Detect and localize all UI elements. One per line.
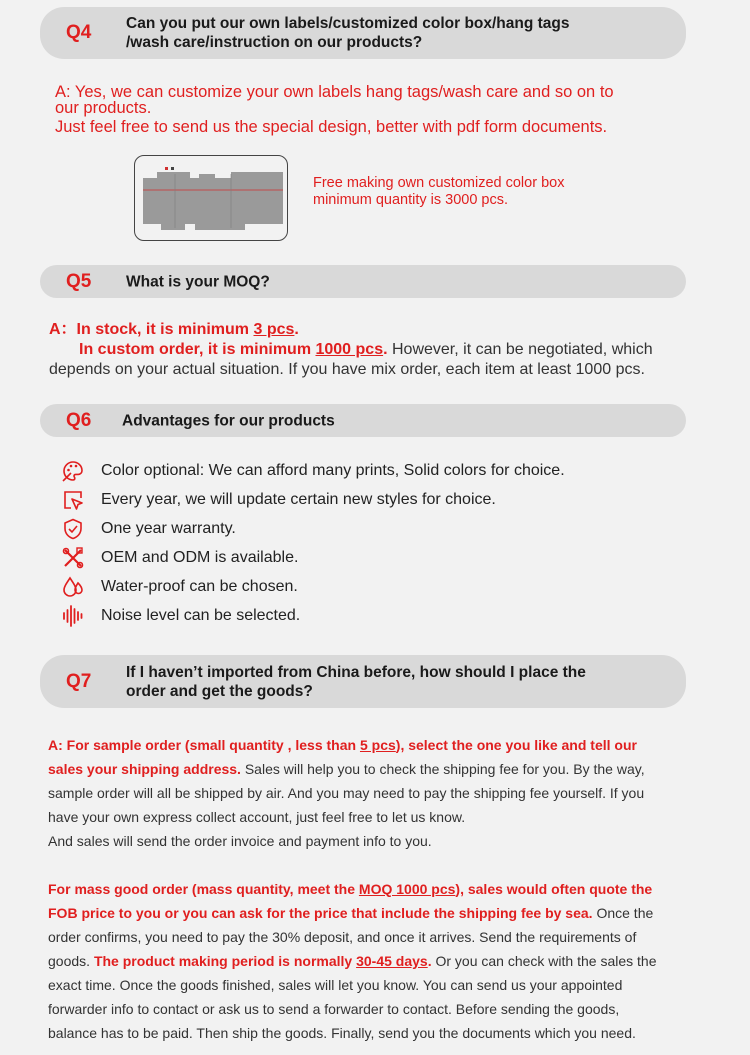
color-box-note-line1: Free making own customized color box: [313, 175, 565, 191]
feature-text: OEM and ODM is available.: [101, 549, 299, 566]
q7-p2-line5: exact time. Once the goods finished, sales will let you know. You can send us your appointed: [48, 977, 623, 993]
q4-question: [126, 14, 570, 52]
q7-p1-line1: [48, 733, 698, 757]
feature-text: One year warranty.: [101, 520, 236, 537]
palette-icon: [60, 458, 86, 484]
q7-p2-moq: MOQ 1000 pcs: [358, 881, 456, 897]
q5-answer: [49, 320, 739, 380]
q7-p2-line2: [48, 901, 698, 925]
q4-answer-line2: our products.: [55, 99, 152, 117]
q4-answer: [55, 83, 715, 137]
feature-item: [60, 545, 298, 571]
q4-question-line1: Can you put our own labels/customized color box/hang tags: [126, 15, 570, 32]
color-box-note: [313, 175, 564, 209]
feature-text: Every year, we will update certain new styles for choice.: [101, 491, 496, 508]
q5-stock-dot: .: [294, 321, 299, 338]
q5-number: Q5: [66, 270, 92, 292]
q7-question-line2: order and get the goods?: [126, 682, 313, 700]
q7-p2-red-text-2: ), sales would often quote the: [455, 881, 653, 897]
q7-p1-red-text-2: ), select the one you like and tell our: [395, 737, 637, 753]
q7-p1-rest: Sales will help you to check the shipping fee for you. By the way,: [240, 761, 645, 777]
q5-custom-dot: .: [383, 341, 388, 358]
color-box-note-line2: minimum quantity is 3000 pcs.: [313, 192, 509, 208]
q5-answer-line1: [49, 320, 739, 340]
q7-p2-rest: Once the: [592, 905, 654, 921]
q7-sample-order-paragraph: [48, 733, 698, 853]
feature-text: Color optional: We can afford many prints, Solid colors for choice.: [101, 462, 565, 479]
q5-question: What is your MOQ?: [126, 273, 270, 290]
q7-mass-order-paragraph: [48, 877, 698, 1045]
cursor-click-icon: [60, 487, 86, 513]
q6-question: Advantages for our products: [122, 412, 335, 429]
q7-p2-goods: goods.: [48, 953, 94, 969]
q7-p1-line5: And sales will send the order invoice and payment info to you.: [48, 833, 432, 849]
q5-stock-label: A：In stock, it is minimum: [49, 321, 254, 338]
q4-header: [40, 7, 686, 59]
q7-p1-sample-qty: 5 pcs: [359, 737, 396, 753]
feature-text: Noise level can be selected.: [101, 607, 301, 624]
q7-p2-period-label: The product making period is normally: [93, 953, 357, 969]
q7-question: [126, 663, 586, 701]
shield-check-icon: [60, 516, 86, 542]
q6-header: [40, 404, 686, 437]
feature-item: [60, 487, 496, 513]
q7-p2-line6: forwarder info to contact or ask us to send a forwarder to contact. Before sending the goods,: [48, 1001, 620, 1017]
q4-question-line2: /wash care/instruction on our products?: [126, 34, 423, 51]
q5-custom-qty: 1000 pcs: [315, 341, 384, 358]
q7-p1-red-text: A: For sample order (small quantity , less than: [48, 737, 360, 753]
feature-item: [60, 574, 298, 600]
q5-answer-line2: [49, 340, 739, 360]
q7-p1-line4: have your own express collect account, just feel free to let us know.: [48, 809, 466, 825]
q7-header: [40, 655, 686, 708]
q7-p2-period-days: 30-45 days: [356, 953, 428, 969]
q7-p2-line1: [48, 877, 698, 901]
q7-number: Q7: [66, 670, 92, 692]
q6-number: Q6: [66, 409, 92, 431]
feature-item: [60, 603, 300, 629]
feature-item: [60, 458, 565, 484]
q4-answer-line3: Just feel free to send us the special design, better with pdf form documents.: [55, 118, 608, 136]
q7-p2-red-text-3: FOB price to you or you can ask for the price that include the shipping fee by sea.: [48, 905, 593, 921]
q5-header: [40, 265, 686, 298]
q4-answer-line1: A: Yes, we can customize your own labels hang tags/wash care and so on to: [55, 83, 614, 101]
dieline-icon: [135, 156, 287, 240]
q7-p2-line4-rest: Or you can check with the sales the: [431, 953, 657, 969]
feature-item: [60, 516, 236, 542]
q4-number: Q4: [66, 22, 92, 43]
q5-answer-line3: depends on your actual situation. If you have mix order, each item at least 1000 pcs.: [49, 361, 645, 378]
q7-question-line1: If I haven’t imported from China before, how should I place the: [126, 663, 586, 681]
q7-p2-line4: [48, 949, 698, 973]
q7-p2-red-text: For mass good order (mass quantity, meet the: [48, 881, 359, 897]
feature-text: Water-proof can be chosen.: [101, 578, 298, 595]
q7-p1-red-text-3: sales your shipping address.: [48, 761, 241, 777]
color-box-image: [134, 155, 288, 241]
q5-custom-label: In custom order, it is minimum: [79, 341, 316, 358]
q5-custom-rest: However, it can be negotiated, which: [387, 341, 653, 358]
q7-p1-line2: [48, 757, 698, 781]
sound-wave-icon: [60, 603, 86, 629]
q7-p2-line3: order confirms, you need to pay the 30% deposit, and once it arrives. Send the requirements of: [48, 929, 637, 945]
q7-p2-line7: balance has to be paid. Then ship the goods. Finally, send you the documents which you need.: [48, 1025, 636, 1041]
q7-p1-line3: sample order will all be shipped by air. And you may need to pay the shipping fee yourself. If you: [48, 785, 645, 801]
q7-p2-period-dot: .: [427, 953, 432, 969]
water-drops-icon: [60, 574, 86, 600]
q5-stock-qty: 3 pcs: [253, 321, 295, 338]
tools-icon: [60, 545, 86, 571]
